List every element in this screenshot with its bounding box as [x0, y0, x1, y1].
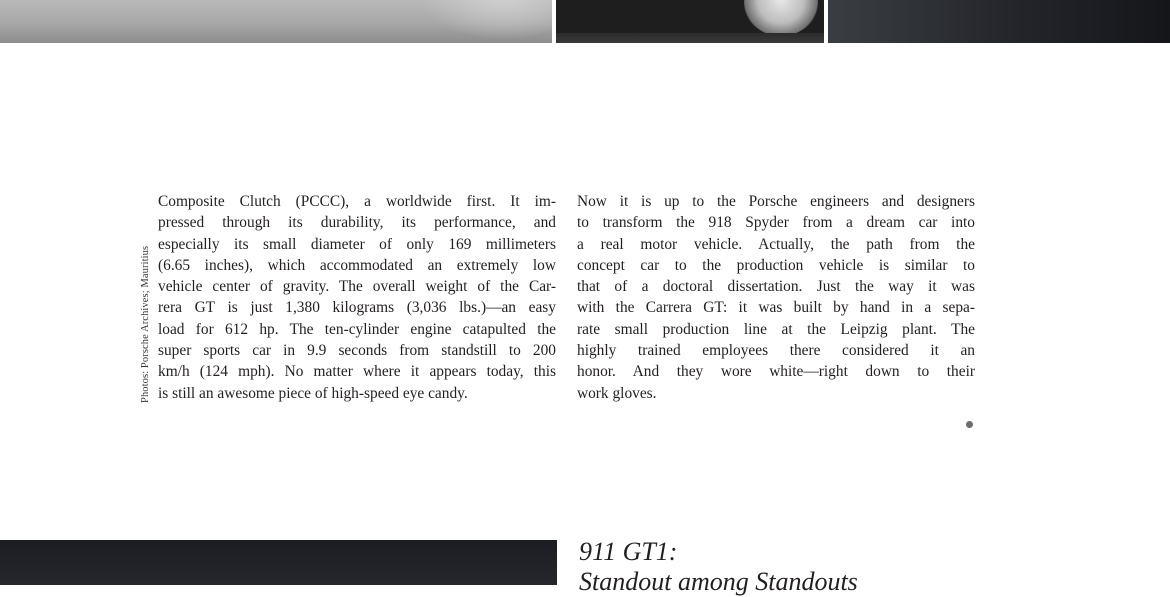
text-line: to transform the 918 Spyder from a dream car into	[577, 214, 975, 232]
text-line: (6.65 inches), which accommodated an extremely low	[158, 256, 556, 274]
text-line: rera GT is just 1,380 kilograms (3,036 lbs.)—an easy	[158, 299, 556, 317]
text-line: a real motor vehicle. Actually, the path from the	[577, 235, 975, 253]
left-text-column	[158, 191, 556, 404]
text-line: pressed through its durability, its performance, and	[158, 214, 556, 232]
text-line: load for 612 hp. The ten-cylinder engine catapulted the	[158, 320, 556, 338]
section-heading-line1: 911 GT1:	[579, 537, 678, 566]
bottom-left-photo	[0, 540, 557, 585]
text-line: work gloves.	[577, 384, 657, 402]
text-line: Now it is up to the Porsche engineers and designers	[577, 193, 975, 210]
wheel-detail	[744, 0, 818, 36]
photo-credit: Photos: Porsche Archives; Mauritius	[140, 245, 151, 403]
text-line: that of a doctoral dissertation. Just the way it was	[577, 278, 975, 296]
text-line: with the Carrera GT: it was built by hand in a sepa-	[577, 299, 975, 317]
text-line: vehicle center of gravity. The overall weight of the Car-	[158, 278, 556, 296]
top-center-photo	[556, 0, 824, 43]
right-text-column	[577, 191, 975, 404]
text-line: km/h (124 mph). No matter where it appears today, this	[158, 363, 556, 381]
top-left-photo	[0, 0, 552, 43]
text-line: highly trained employees there considered it an	[577, 342, 975, 360]
text-line: super sports car in 9.9 seconds from standstill to 200	[158, 342, 556, 360]
top-right-photo	[828, 0, 1170, 43]
text-line: concept car to the production vehicle is similar to	[577, 256, 975, 274]
section-heading-line2: Standout among Standouts	[579, 567, 858, 596]
text-line: is still an awesome piece of high-speed eye candy.	[158, 384, 468, 402]
section-heading	[579, 537, 858, 597]
text-line: rate small production line at the Leipzig plant. The	[577, 320, 975, 338]
text-line: honor. And they wore white—right down to their	[577, 363, 975, 381]
text-line: especially its small diameter of only 169 millimeters	[158, 235, 556, 253]
text-line: Composite Clutch (PCCC), a worldwide first. It im-	[158, 193, 556, 210]
photo-floor	[556, 33, 824, 43]
end-of-article-bullet	[966, 421, 973, 428]
